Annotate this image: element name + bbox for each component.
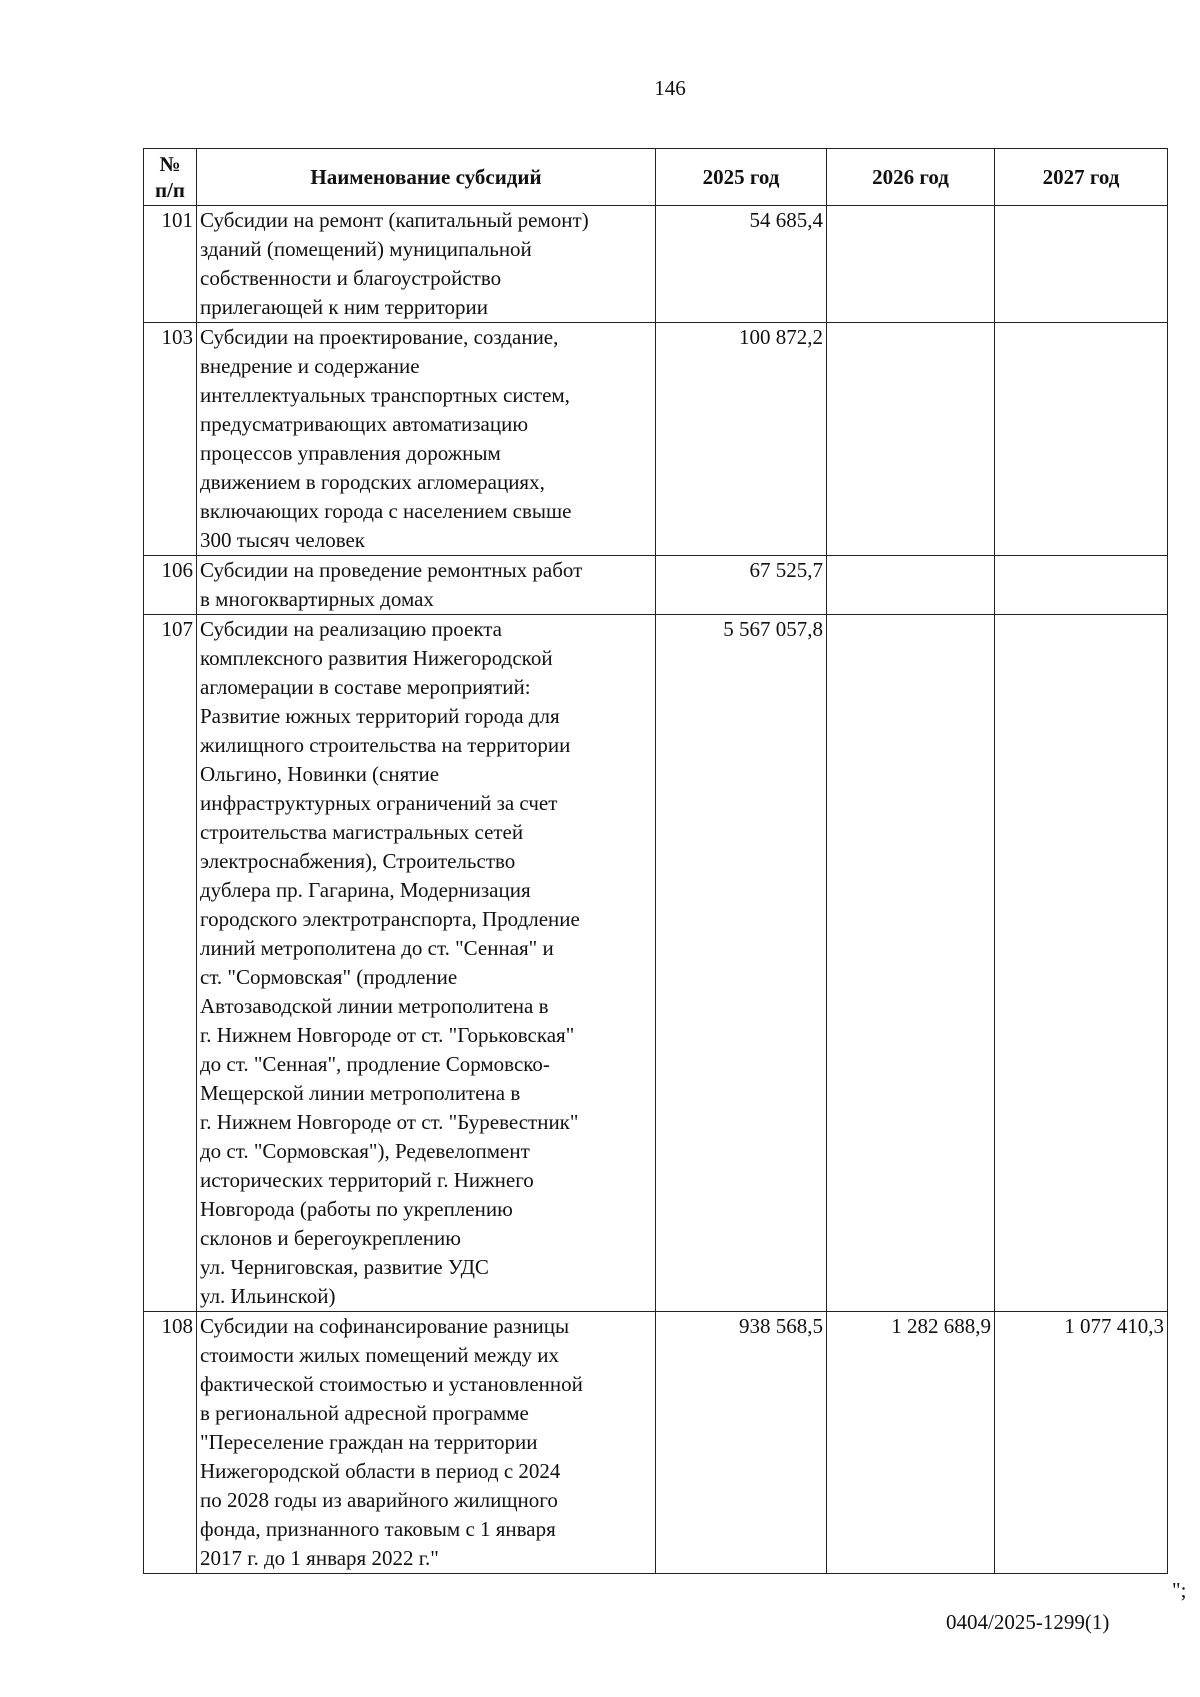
amount-2025: 54 685,4 [656,206,827,323]
amount-2027 [995,206,1168,323]
table-row [144,556,1168,615]
table-row [144,1312,1168,1574]
row-number: 103 [144,323,197,556]
amount-2025: 67 525,7 [656,556,827,615]
row-number: 108 [144,1312,197,1574]
amount-2026: 1 282 688,9 [827,1312,995,1574]
header-num: № п/п [144,149,197,206]
header-2026: 2026 год [827,149,995,206]
subsidy-name: Субсидии на реализацию проекта комплексного развития Нижегородской агломерации в составе мероприятий: Развитие южных территорий города для жилищного строительства на территории Ольгино, Новинки (снятие инфраструктурных ограничений за счет строительства магистральных сетей электроснабжения), Строительство дублера пр. Гагарина, Модернизация городского электротранспорта, Продление линий метрополитена до ст. "Сенная" и ст. "Сормовская" (продление Автозаводской линии метрополитена в г. Нижнем Новгороде от ст. "Горьковская" до ст. "Сенная", продление Сормовско- Мещерской линии метрополитена в г. Нижнем Новгороде от ст. "Буревестник" до ст. "Сормовская"), Редевелопмент исторических территорий г. Нижнего Новгорода (работы по укреплению склонов и берегоукреплению ул. Черниговская, развитие УДС ул. Ильинской) [197,615,656,1312]
row-number: 101 [144,206,197,323]
subsidy-name: Субсидии на ремонт (капитальный ремонт) зданий (помещений) муниципальной собственности и благоустройство прилегающей к ним территории [197,206,656,323]
subsidy-name: Субсидии на проведение ремонтных работ в многоквартирных домах [197,556,656,615]
amount-2026 [827,323,995,556]
row-number: 106 [144,556,197,615]
amount-2027 [995,323,1168,556]
row-number: 107 [144,615,197,1312]
amount-2026 [827,206,995,323]
amount-2025: 938 568,5 [656,1312,827,1574]
table-row [144,615,1168,1312]
closing-quote-mark: "; [1172,1578,1187,1602]
table-header-row [144,149,1168,206]
amount-2026 [827,556,995,615]
amount-2027 [995,556,1168,615]
header-2025: 2025 год [656,149,827,206]
table-row [144,323,1168,556]
amount-2026 [827,615,995,1312]
amount-2027 [995,615,1168,1312]
page-number: 146 [654,76,686,100]
document-code: 0404/2025-1299(1) [946,1610,1110,1634]
header-name: Наименование субсидий [197,149,656,206]
subsidy-name: Субсидии на проектирование, создание, внедрение и содержание интеллектуальных транспортных систем, предусматривающих автоматизацию процессов управления дорожным движением в городских агломерациях, включающих города с населением свыше 300 тысяч человек [197,323,656,556]
subsidies-table [143,148,1168,1574]
amount-2027: 1 077 410,3 [995,1312,1168,1574]
header-2027: 2027 год [995,149,1168,206]
table-row [144,206,1168,323]
subsidy-name: Субсидии на софинансирование разницы стоимости жилых помещений между их фактической стоимостью и установленной в региональной адресной программе "Переселение граждан на территории Нижегородской области в период с 2024 по 2028 годы из аварийного жилищного фонда, признанного таковым с 1 января 2017 г. до 1 января 2022 г." [197,1312,656,1574]
amount-2025: 5 567 057,8 [656,615,827,1312]
amount-2025: 100 872,2 [656,323,827,556]
